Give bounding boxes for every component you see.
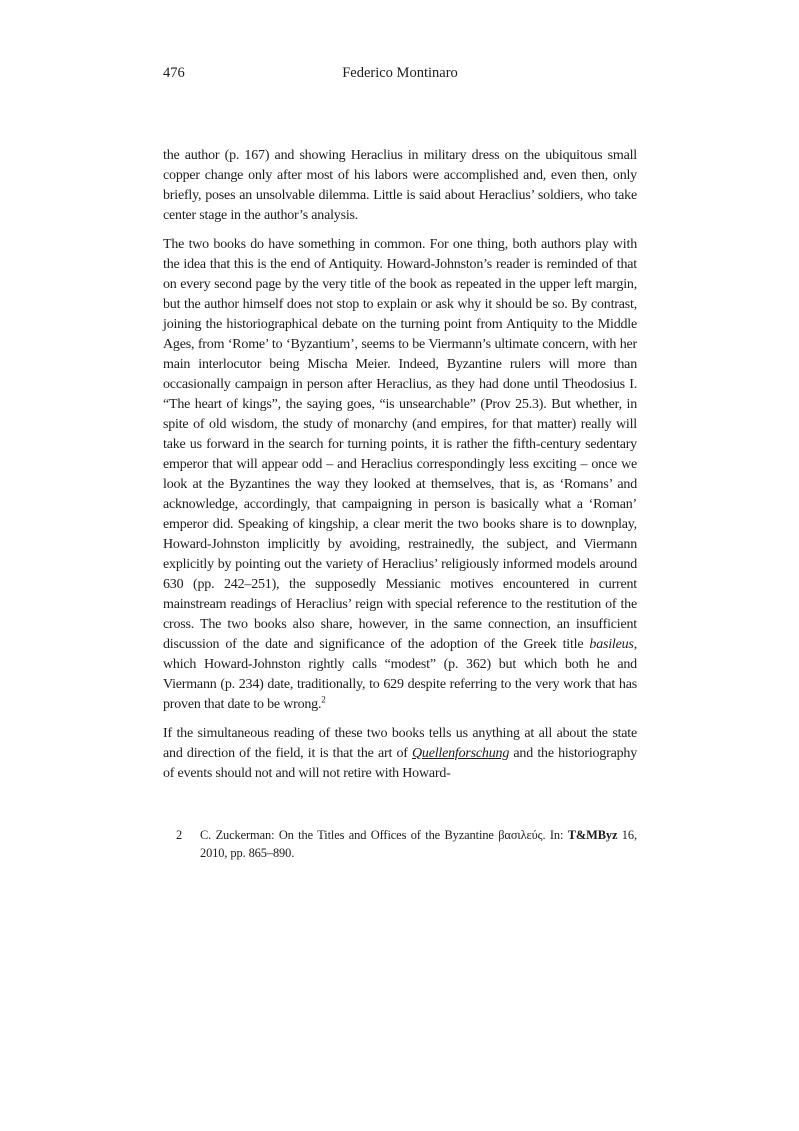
paragraph-3-text-continued: and the historiography of events should not and will not retire with Howard- bbox=[163, 746, 637, 781]
footnote-marker: 2 bbox=[176, 828, 183, 842]
footnote-text bbox=[200, 826, 637, 862]
page-number: 476 bbox=[163, 65, 185, 81]
footnote bbox=[163, 826, 637, 862]
running-head-author: Federico Montinaro bbox=[342, 65, 458, 81]
italic-term-basileus: basileus bbox=[589, 637, 634, 652]
paragraph-1 bbox=[163, 146, 637, 226]
italic-term-quellenforschung: Quellenforschung bbox=[412, 746, 510, 761]
running-header bbox=[163, 63, 637, 83]
paragraph-1-text: the author (p. 167) and showing Heraclius in military dress on the ubiquitous small copper change only after most of his labors were accomplished and, even then, only briefly, poses an unsolvable dilemma. Little is said about Heraclius’ soldiers, who take center stage in the author’s analysis. bbox=[163, 148, 637, 223]
paragraph-2-text: The two books do have something in common. For one thing, both authors play with the idea that this is the end of Antiquity. Howard-Johnston’s reader is reminded of that on every second page by the very title of the book as repeated in the upper left margin, but the author himself does not stop to explain or ask why it should be so. By contrast, joining the historiographical debate on the turning point from Antiquity to the Middle Ages, from ‘Rome’ to ‘Byzantium’, seems to be Viermann’s ultimate concern, with her main interlocutor being Mischa Meier. Indeed, Byzantine rulers will more than occasionally campaign in person after Heraclius, as they had done until Theodosius I. “The heart of kings”, the saying goes, “is unsearchable” (Prov 25.3). But whether, in spite of old wisdom, the study of monarchy (and empires, for that matter) really will take us forward in the search for turning points, it is rather the fifth-century sedentary emperor that will appear odd – and Heraclius correspondingly less exciting – once we look at the Byzantines the way they looked at themselves, that is, as ‘Romans’ and acknowledge, accordingly, that campaigning in person is basically what a ‘Roman’ emperor did. Speaking of kingship, a clear merit the two books share is to downplay, Howard-Johnston implicitly by avoiding, restrainedly, the subject, and Viermann explicitly by pointing out the variety of Heraclius’ religiously informed models around 630 (pp. 242–251), the supposedly Messianic motives encountered in current mainstream readings of Heraclius’ reign with special reference to the restitution of the cross. The two books also share, however, in the same connection, an insufficient discussion of the date and significance of the adoption of the Greek title bbox=[163, 237, 637, 652]
footnote-journal-abbreviation: T&MByz bbox=[567, 828, 618, 842]
paragraph-3 bbox=[163, 724, 637, 784]
footnote-reference-2: 2 bbox=[321, 694, 326, 705]
paragraph-2 bbox=[163, 235, 637, 715]
body-text bbox=[163, 146, 637, 784]
paragraph-2-text-continued: , which Howard-Johnston rightly calls “modest” (p. 362) but which both he and Viermann (p. 234) date, traditionally, to 629 despite referring to the very work that has proven that date to be wrong. bbox=[163, 637, 637, 712]
footnote-text-start: C. Zuckerman: On the Titles and Offices of the Byzantine bbox=[200, 828, 499, 842]
footnote-text-end: 16, 2010, pp. 865–890. bbox=[200, 828, 637, 860]
paragraph-3-text: If the simultaneous reading of these two books tells us anything at all about the state and direction of the field, it is that the art of bbox=[163, 726, 637, 761]
text-column bbox=[163, 63, 637, 862]
footnote-greek-term: βασιλεύς bbox=[498, 828, 543, 842]
footnote-text-in: . In: bbox=[542, 828, 568, 842]
